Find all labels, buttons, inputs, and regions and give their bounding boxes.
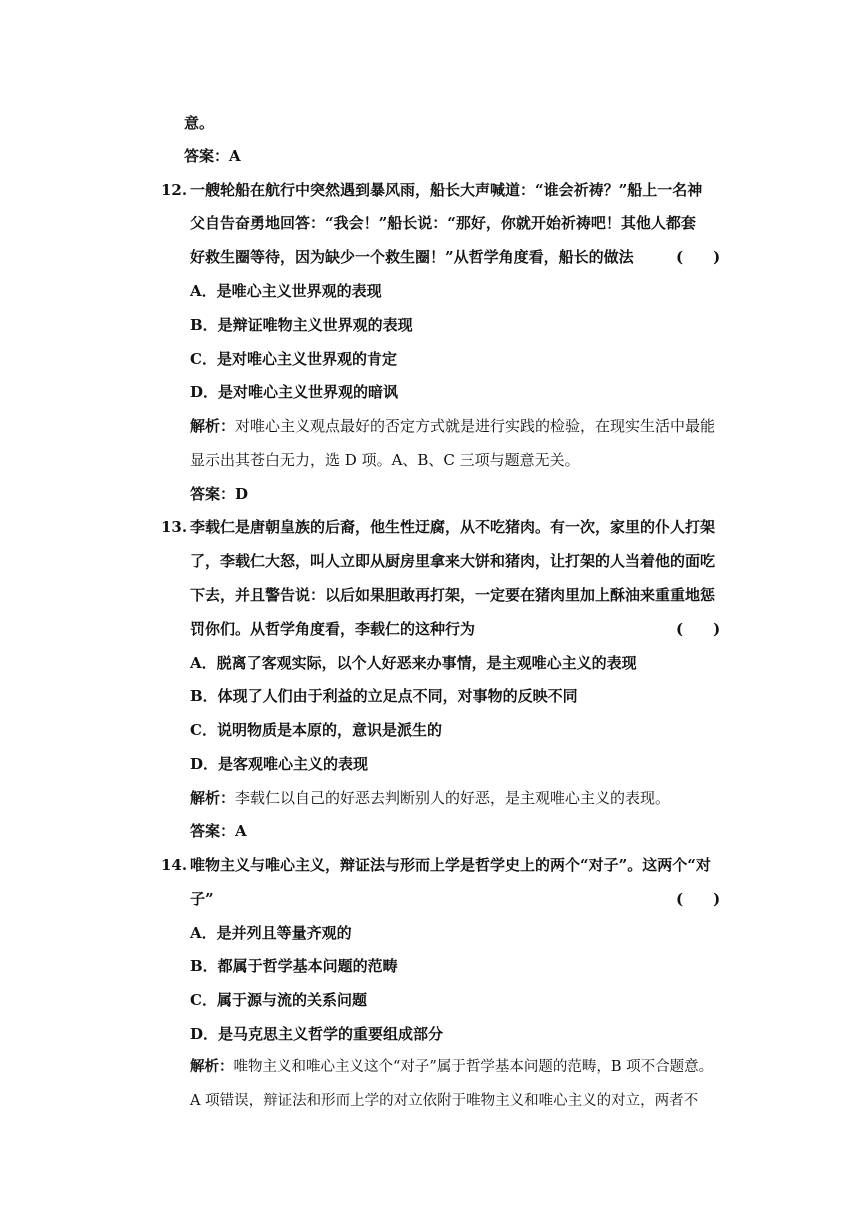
option-c: C．属于源与流的关系问题 [190,991,367,1009]
question-stem-line: 父自告奋勇地回答：“我会！”船长说：“那好，你就开始祈祷吧！其他人都套 [190,214,696,232]
answer-line [190,821,247,841]
analysis-text: 唯物主义和唯心主义这个“对子”属于哲学基本问题的范畴，B 项不合题意。 [233,1059,714,1075]
question-number: 12. [161,181,188,199]
option-c: C．说明物质是本原的，意识是派生的 [190,721,442,739]
question-number: 14. [161,856,188,874]
analysis-line [190,788,670,808]
answer-blank-paren: ( ) [676,890,721,908]
question-stem-line: 李载仁是唐朝皇族的后裔，他生性迂腐，从不吃猪肉。有一次，家里的仆人打架 [190,518,716,536]
answer-value: A [229,147,241,165]
option-c: C．是对唯心主义世界观的肯定 [190,350,397,368]
answer-blank-paren: ( ) [676,248,721,266]
analysis-line [190,416,715,436]
answer-line [190,484,248,504]
option-a: A．是并列且等量齐观的 [190,924,352,942]
analysis-text: 对唯心主义观点最好的否定方式就是进行实践的检验，在现实生活中最能 [235,417,716,435]
option-d: D．是客观唯心主义的表现 [190,755,369,773]
answer-value: D [235,485,249,503]
question-stem-line: 罚你们。从哲学角度看，李载仁的这种行为 [190,620,476,638]
intro-answer [184,146,241,166]
analysis-label: 解析： [190,1058,234,1075]
question-stem-line: 好救生圈等待，因为缺少一个救生圈！”从哲学角度看，船长的做法 [190,248,634,266]
analysis-line [190,1057,713,1077]
answer-label: 答案： [190,485,236,503]
analysis-line: 显示出其苍白无力，选 D 项。A、B、C 三项与题意无关。 [190,451,580,469]
option-a: A．是唯心主义世界观的表现 [190,282,382,300]
answer-label: 答案： [190,822,236,840]
option-b: B．是辩证唯物主义世界观的表现 [190,316,413,334]
analysis-label: 解析： [190,789,236,807]
answer-label: 答案： [184,147,230,165]
question-stem-line: 下去，并且警告说：以后如果胆敢再打架，一定要在猪肉里加上酥油来重重地惩 [190,586,716,604]
question-stem-line: 子” [190,890,214,908]
option-d: D．是马克思主义哲学的重要组成部分 [190,1025,444,1043]
option-b: B．都属于哲学基本问题的范畴 [190,957,398,975]
answer-blank-paren: ( ) [676,620,721,638]
option-a: A．脱离了客观实际，以个人好恶来办事情，是主观唯心主义的表现 [190,654,637,672]
option-b: B．体现了人们由于利益的立足点不同，对事物的反映不同 [190,687,578,705]
question-stem-line: 了，李载仁大怒，叫人立即从厨房里拿来大饼和猪肉，让打架的人当着他的面吃 [190,552,716,570]
option-d: D．是对唯心主义世界观的暗讽 [190,383,399,401]
intro-tail-text: 意。 [184,114,215,132]
analysis-label: 解析： [190,417,236,435]
answer-value: A [235,822,247,840]
analysis-text: 李载仁以自己的好恶去判断别人的好恶，是主观唯心主义的表现。 [235,789,671,807]
question-stem-line: 一艘轮船在航行中突然遇到暴风雨，船长大声喊道：“谁会祈祷？”船上一名神 [190,181,703,199]
analysis-line: A 项错误，辩证法和形而上学的对立依附于唯物主义和唯心主义的对立，两者不 [190,1093,699,1109]
question-stem-line: 唯物主义与唯心主义，辩证法与形而上学是哲学史上的两个“对子”。这两个“对 [190,856,711,874]
question-number: 13. [161,518,188,536]
